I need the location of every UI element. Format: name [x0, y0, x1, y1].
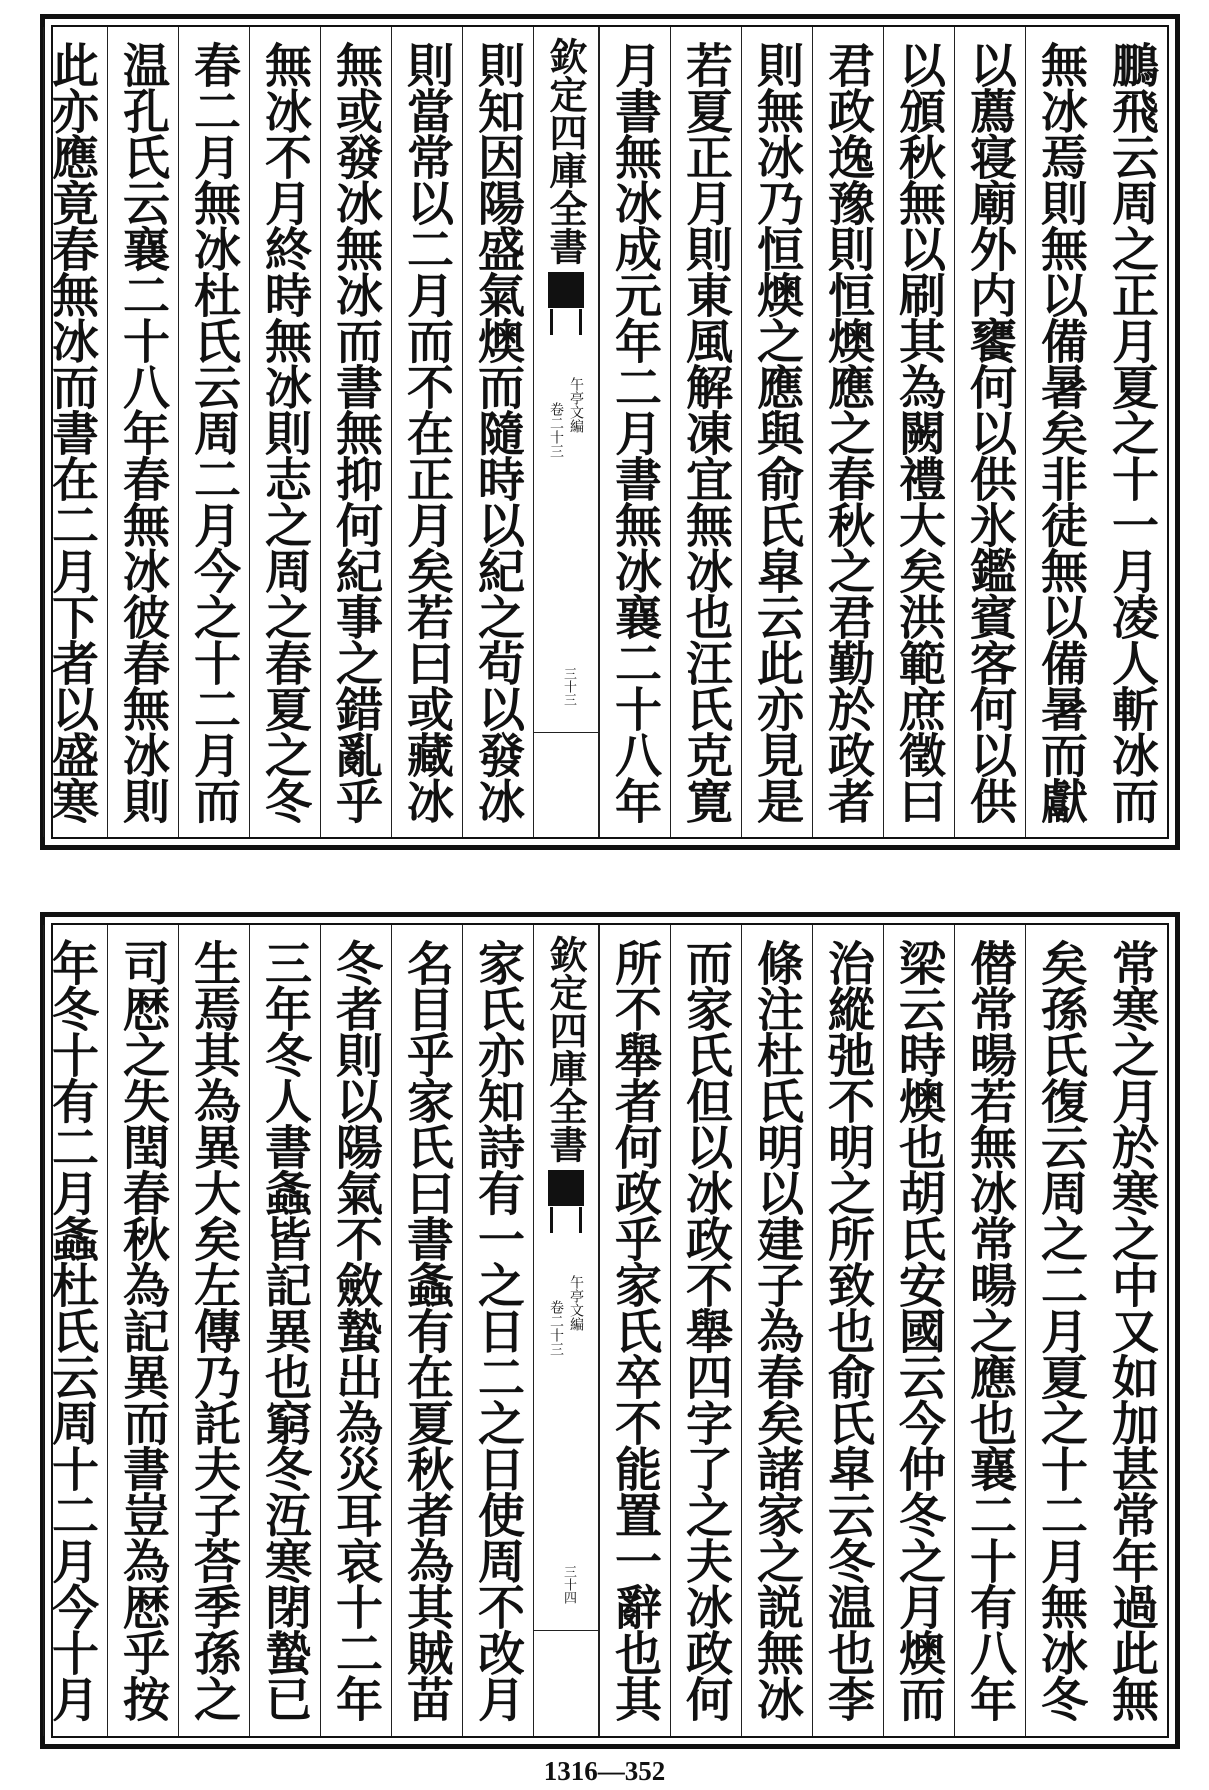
- column-text: 以頒秋無以刷其為闕禮大矣洪範庶徵曰: [891, 41, 946, 823]
- column-text: 則當常以二月而不在正月矣若曰或藏冰: [399, 41, 454, 823]
- bottom-page: [40, 912, 1180, 1749]
- column-text: 鵬飛云周之正月夏之十一月凌人斬冰而: [1104, 41, 1159, 823]
- top-page: [40, 14, 1180, 850]
- text-column: [249, 925, 320, 1736]
- text-column: [462, 925, 533, 1736]
- column-text: 冬者則以陽氣不斂蟄出為災耳哀十二年: [328, 939, 383, 1721]
- column-text: 無冰不月終時無冰則志之周之春夏之冬: [257, 41, 312, 823]
- text-column: [599, 27, 670, 837]
- text-column: [249, 27, 320, 837]
- center-gutter: [533, 925, 599, 1736]
- column-text: 生焉其為異大矣左傳乃託夫子荅季孫之: [186, 939, 241, 1721]
- volume-label: 卷二十三: [548, 402, 564, 458]
- text-column: [670, 925, 741, 1736]
- text-column: [391, 27, 462, 837]
- column-text: 名目乎家氏曰書螽有在夏秋者為其賊苗: [399, 939, 454, 1721]
- book-title: 欽定四庫全書: [543, 935, 588, 1163]
- text-column: [812, 27, 883, 837]
- text-column: [954, 925, 1025, 1736]
- column-text: 若夏正月則東風解凍宜無冰也汪氏克寛: [678, 41, 733, 823]
- leaf-number: 三十三: [561, 667, 576, 706]
- column-text: 則知因陽盛氣燠而隨時以紀之茍以發冰: [470, 41, 525, 823]
- text-column: [1025, 27, 1096, 837]
- text-column: [1025, 925, 1096, 1736]
- column-text: 春二月無冰杜氏云周二月今之十二月而: [186, 41, 241, 823]
- text-column: [670, 27, 741, 837]
- text-column: [599, 925, 670, 1736]
- text-column: [320, 925, 391, 1736]
- column-text: 則無冰乃恒燠之應與俞氏皐云此亦見是: [749, 41, 804, 823]
- column-text: 條注杜氏明以建子為春矣諸家之説無冰: [749, 939, 804, 1721]
- fish-tail-mark-icon: [548, 272, 584, 308]
- column-text: 以薦寝廟外内饔何以供氷鑑賓客何以供: [962, 41, 1017, 823]
- column-text: 三年冬人書螽皆記異也窮冬沍寒閉蟄已: [257, 939, 312, 1721]
- text-column: [812, 925, 883, 1736]
- leaf-number: 三十四: [561, 1565, 576, 1604]
- text-column: [883, 27, 954, 837]
- collection-label: 午亭文編: [568, 377, 584, 433]
- fish-tail-bracket-icon: [550, 1207, 582, 1233]
- column-text: 所不舉者何政乎家氏卒不能置一辭也其: [607, 939, 662, 1721]
- page-footer-number: 1316—352: [543, 1756, 666, 1786]
- column-text: 而家氏但以冰政不舉四字了之夫冰政何: [678, 939, 733, 1721]
- center-gutter: [533, 27, 599, 837]
- column-text: 梁云時燠也胡氏安國云今仲冬之月燠而: [891, 939, 946, 1721]
- text-column: [391, 925, 462, 1736]
- book-title: 欽定四庫全書: [543, 37, 588, 265]
- text-column: [43, 27, 107, 837]
- top-page-frame: [44, 25, 1169, 839]
- column-text: 温孔氏云襄二十八年春無冰彼春無冰則: [115, 41, 170, 823]
- text-column: [107, 27, 178, 837]
- column-text: 無或發冰無冰而書無抑何紀事之錯亂乎: [328, 41, 383, 823]
- column-text: 君政逸豫則恒燠應之春秋之君勤於政者: [820, 41, 875, 823]
- text-column: [1096, 27, 1167, 837]
- column-text: 治縱弛不明之所致也俞氏皐云冬温也李: [820, 939, 875, 1721]
- text-column: [954, 27, 1025, 837]
- column-text: 年冬十有二月螽杜氏云周十二月今十月: [44, 939, 99, 1721]
- collection-label: 午亭文編: [568, 1275, 584, 1331]
- column-text: 常寒之月於寒之中又如加甚常年過此無: [1104, 939, 1159, 1721]
- text-column: [320, 27, 391, 837]
- text-column: [462, 27, 533, 837]
- text-column: [741, 27, 812, 837]
- gutter-rule: [534, 732, 598, 733]
- column-text: 此亦應竟春無冰而書在二月下者以盛寒: [44, 41, 99, 823]
- column-text: 僣常暘若無冰常暘之應也襄二十有八年: [962, 939, 1017, 1721]
- text-column: [107, 925, 178, 1736]
- column-text: 矣孫氏復云周之二月夏之十二月無冰冬: [1033, 939, 1088, 1721]
- bottom-page-frame: [44, 923, 1169, 1738]
- column-text: 無冰焉則無以備暑矣非徒無以備暑而獻: [1033, 41, 1088, 823]
- text-column: [43, 925, 107, 1736]
- column-text: 司厯之失閏春秋為記異而書豈為厯乎按: [115, 939, 170, 1721]
- column-text: 家氏亦知詩有一之日二之日使周不改月: [470, 939, 525, 1721]
- text-column: [178, 27, 249, 837]
- text-column: [883, 925, 954, 1736]
- volume-label: 卷二十三: [548, 1300, 564, 1356]
- column-text: 月書無冰成元年二月書無冰襄二十八年: [607, 41, 662, 823]
- text-column: [178, 925, 249, 1736]
- fish-tail-bracket-icon: [550, 309, 582, 335]
- fish-tail-mark-icon: [548, 1170, 584, 1206]
- gutter-rule: [534, 1630, 598, 1631]
- text-column: [741, 925, 812, 1736]
- text-column: [1096, 925, 1167, 1736]
